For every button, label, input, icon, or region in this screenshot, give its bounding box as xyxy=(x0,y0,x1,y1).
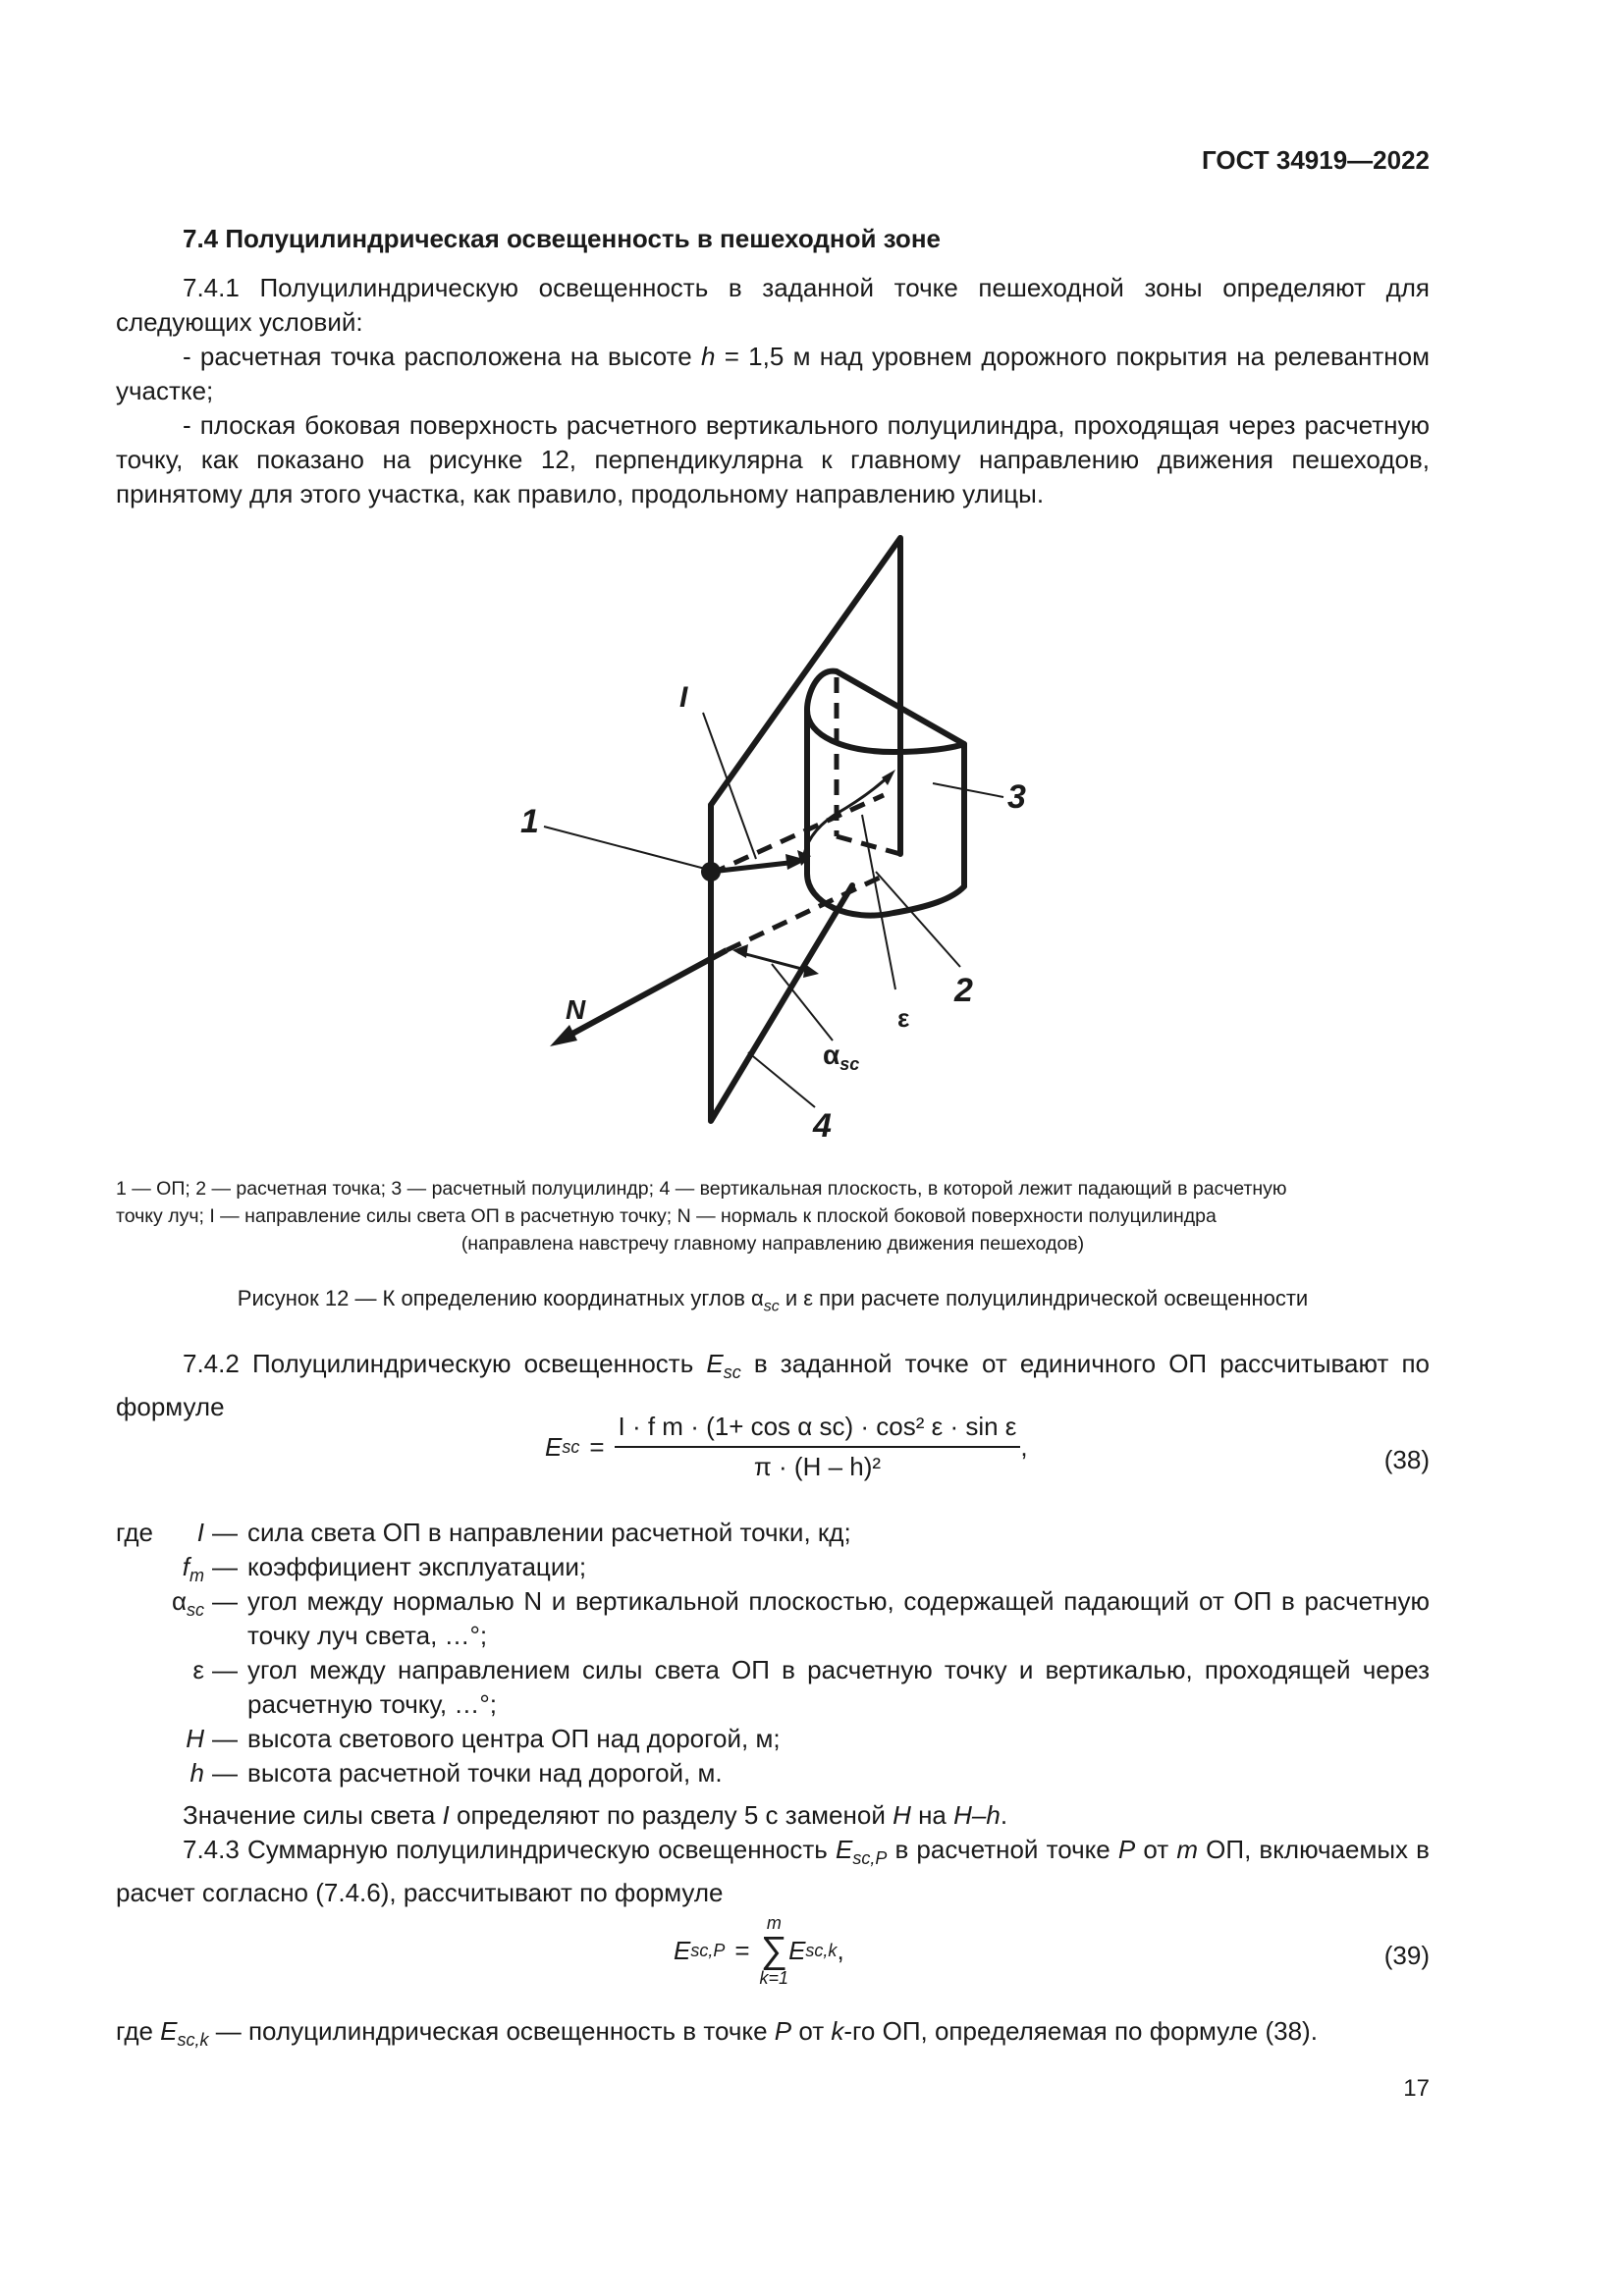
leader-eps xyxy=(862,815,895,989)
leader-4 xyxy=(748,1052,815,1107)
paragraph-7-4-1: 7.4.1 Полуцилиндрическую освещенность в заданной точке пешеходной зоны определяют для следующих условий: xyxy=(116,273,1430,337)
where-list: где I — сила света ОП в направлении расчетной точки, кд; $f_m$ — коэффициент эксплуатации; $\alpha_{sc}$ — угол между нормалью N и вертикальной плоскостью, содержащей падающий от ОП в расчетную точку луч света, …°; ε — угол между направлением силы света ОП в расчетную точку и вертикалью, проходящей через расчетную точку, …°; H — высота светового центра ОП над дорогой, м; h — высота расчетной точки над дорогой, м. xyxy=(116,1518,1430,1788)
equation-39: E sc,P = m ∑ k=1 E sc,k , xyxy=(674,1913,844,1988)
where-lead: где xyxy=(116,1518,153,1547)
label-1: 1 xyxy=(520,803,539,840)
document-header: ГОСТ 34919—2022 xyxy=(1202,145,1430,175)
figure-legend-line-3: (направлена навстречу главному направлению движения пешеходов) xyxy=(460,1233,1085,1255)
label-I: I xyxy=(679,681,688,714)
eq38-denominator: π · (H – h)² xyxy=(753,1452,882,1481)
label-2: 2 xyxy=(954,972,973,1009)
cylinder-top-arc xyxy=(807,671,964,752)
alpha-arrow-end xyxy=(803,964,819,978)
label-epsilon: ε xyxy=(897,1003,910,1033)
definition-esc-k: где $E_{sc,k}$ — полуцилиндрическая освещенность в точке P от k-го ОП, определяемая по формуле (38). xyxy=(116,2016,1318,2051)
point-1-dot xyxy=(701,862,721,881)
figure-title: Рисунок 12 — К определению координатных углов $\alpha_{sc}$ и ε при расчете полуцилиндрической освещенности xyxy=(237,1286,1309,1315)
figure-legend-line-2: точку луч; I — направление силы света ОП в расчетную точку; N — нормаль к плоской боковой поверхности полуцилиндра xyxy=(116,1205,1217,1227)
label-4: 4 xyxy=(813,1107,832,1145)
paragraph-7-4-3: 7.4.3 Суммарную полуцилиндрическую освещенность $E_{sc,P}$ в расчетной точке P от m ОП, включаемых в расчет согласно (7.4.6), рассчитывают по формуле xyxy=(116,1835,1430,1908)
label-N: N xyxy=(566,994,586,1025)
epsilon-arc xyxy=(803,774,892,862)
page-number: 17 xyxy=(1403,2075,1430,2102)
label-3: 3 xyxy=(1007,778,1026,816)
bullet-2: - плоская боковая поверхность расчетного вертикального полуцилиндра, проходящая через расчетную точку, как показано на рисунке 12, перпендикулярна к главному направлению движения пешеходов, принятому для этого участка, как правило, продольному направлению улицы. xyxy=(116,410,1430,508)
label-alpha: $\alpha_{sc}$ xyxy=(823,1040,860,1074)
epsilon-arrow-end xyxy=(882,770,895,785)
equation-38-number: (38) xyxy=(1383,1445,1430,1474)
eq38-numerator: I · f m · (1+ cos α sc) · cos² ε · sin ε xyxy=(615,1412,1021,1448)
sum-operator: m ∑ k=1 xyxy=(759,1913,789,1988)
figure-legend-line-1: 1 — ОП; 2 — расчетная точка; 3 — расчетный полуцилиндр; 4 — вертикальная плоскость, в которой лежит падающий в расчетную xyxy=(116,1178,1287,1200)
leader-3 xyxy=(933,783,1003,797)
cylinder-bottom-arc xyxy=(807,874,964,916)
equation-39-number: (39) xyxy=(1383,1941,1430,1970)
normal-n-arrowhead xyxy=(550,1025,577,1046)
paragraph-7-4-2: 7.4.2 Полуцилиндрическую освещенность $E_{sc}$ в заданной точке от единичного ОП рассчитывают по формуле xyxy=(116,1349,1431,1422)
section-title: 7.4 Полуцилиндрическая освещенность в пешеходной зоне xyxy=(183,224,941,253)
bullet-1: - расчетная точка расположена на высоте h = 1,5 м над уровнем дорожного покрытия на релевантном участке; xyxy=(116,342,1430,405)
eq38-lhs: E xyxy=(545,1431,563,1462)
figure-12-diagram xyxy=(491,520,1041,1158)
leader-1 xyxy=(544,827,709,870)
note-intensity: Значение силы света I определяют по разделу 5 с заменой H на H–h. xyxy=(183,1800,1008,1830)
equation-38: E sc = $\frac{\text{I · f m · (1+ cos α sc) · cos² ε · sin ε}}{\text{π · (H – h)²}}$ , xyxy=(545,1412,1028,1481)
